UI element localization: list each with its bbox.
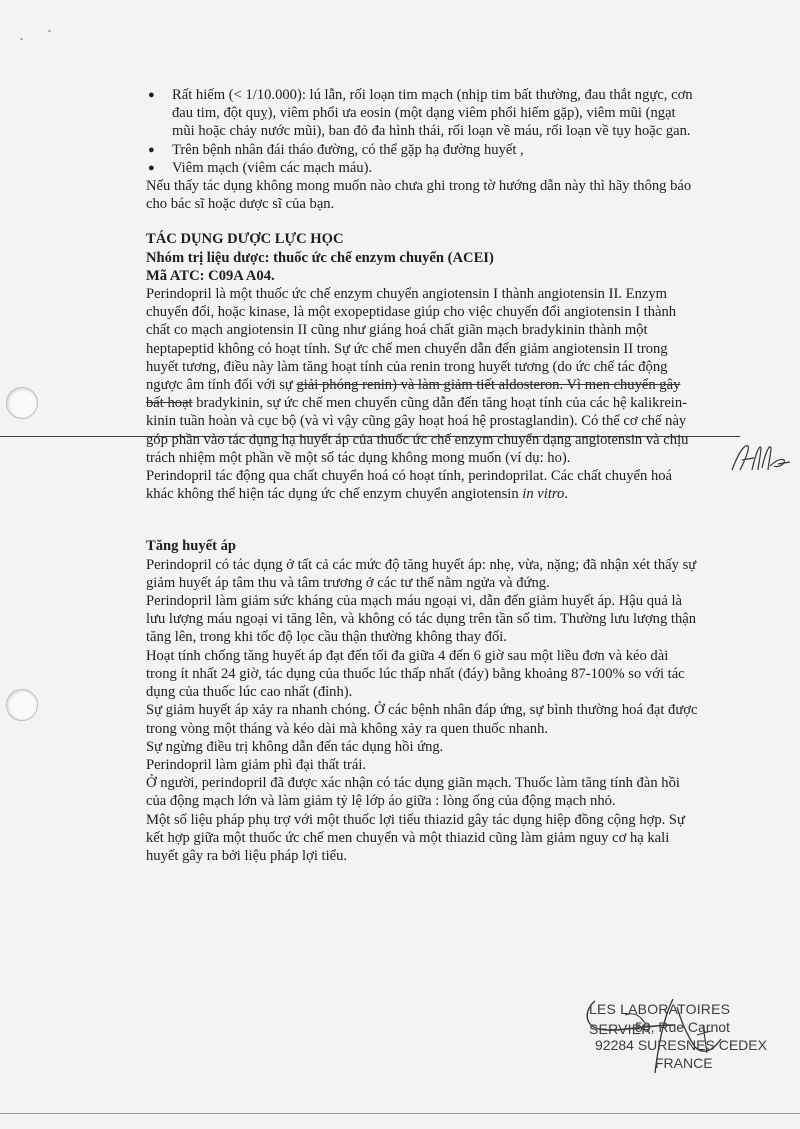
bottom-rule-line [0,1113,800,1114]
stamp-line: LES LABORATOIRES SERVIER [589,1001,731,1037]
paragraph: Perindopril tác động qua chất chuyển hoá có hoạt tính, perindoprilat. Các chất chuyển hoá khác không thể hiện tác dụng ức chế enzym chuyển angiotensin in vitro. [146,468,673,503]
bullet-icon: ● [148,89,155,101]
signature-mark [728,440,792,476]
punch-hole [6,689,38,721]
struck-text: giải phóng renin) và làm giảm tiết aldosteron. Vì men chuyển gây bất hoạt [146,377,681,412]
paragraph: Perindopril làm giảm phì đại thất trái. [146,756,367,773]
paragraph: Perindopril có tác dụng ở tất cả các mức độ tăng huyết áp: nhẹ, vừa, nặng; đã nhận xét thấy sự giảm huyết áp tâm thu và tâm trương ở các tư thế nằm ngửa và đứng. [146,556,697,591]
paragraph: Ở người, perindopril đã được xác nhận có tác dụng giãn mạch. Thuốc làm tăng tính đàn hồi của động mạch lớn và làm giảm tỷ lệ lớp áo giữa : lòng ống của động mạch nhỏ. [146,775,680,810]
paragraph: Nếu thấy tác dụng không mong muốn nào chưa ghi trong tờ hướng dẫn này thì hãy thông báo cho bác sĩ hoặc dược sĩ của bạn. [146,178,692,213]
scan-speck [48,30,51,32]
stamp-line: 92284 SURESNES CEDEX [595,1037,767,1053]
stamp-line: FRANCE [655,1055,713,1071]
bullet-icon: ● [148,143,155,156]
stamp-line: 50, Rue Carnot [635,1019,730,1035]
section-title: TÁC DỤNG DƯỢC LỰC HỌC [146,231,344,248]
atc-code: Mã ATC: C09A A04. [146,267,275,284]
side-effects-list [146,86,698,177]
punch-hole [6,387,38,419]
drug-group: Nhóm trị liệu dược: thuốc ức chế enzym chuyển (ACEI) [146,249,494,266]
bullet-icon: ● [148,161,155,174]
list-item: ● Viêm mạch (viêm các mạch máu). [148,159,373,176]
subsection-title: Tăng huyết áp [146,538,237,555]
list-item: ● Rất hiếm (< 1/10.000): lú lẫn, rối loạn tim mạch (nhịp tim bất thường, đau thắt ngực, cơn đau tim, đột quỵ), viêm phổi ưa eosin (một dạng viêm phổi hiếm gặp), viêm mũi (ngạt mũi hoặc chảy nước mũi), ban đỏ đa hình thái, rối loạn về máu, rối loạn về tụy hoặc gan. [148,87,693,140]
paragraph: Sự ngừng điều trị không dẫn đến tác dụng hồi ứng. [146,738,444,755]
paragraph: Perindopril là một thuốc ức chế enzym chuyển angiotensin I thành angiotensin II. Enzym chuyển đổi, hoặc kinase, là một exopeptidase giúp cho việc chuyển đổi angiotensin I thành chất co mạch angiotensin II cũng như giáng hoá chất giãn mạch bradykinin thành một heptapeptid không có hoạt tính. Sự ức chế men chuyển dẫn đến giảm angiotensin II trong huyết tương, điều này làm tăng hoạt tính của renin trong huyết tương (do ức chế tác động ngược âm tính đối với sự giải phóng renin) và làm giảm tiết aldosteron. Vì men chuyển gây bất hoạt bradykinin, sự ức chế men chuyển cũng dẫn đến tăng hoạt tính của các hệ kalikrein-kinin tuần hoàn và cục bộ (và vì vậy cũng gây hoạt hoá hệ prostaglandin). Có thể cơ chế này góp phần vào tác dụng hạ huyết áp của thuốc ức chế enzym chuyển dạng angiotensin và chịu trách nhiệm một phần về một số tác dụng không mong muốn (ví dụ: ho). [146,286,689,466]
paragraph: Sự giảm huyết áp xảy ra nhanh chóng. Ở các bệnh nhân đáp ứng, sự bình thường hoá đạt được trong vòng một tháng và kéo dài mà không xảy ra quen thuốc nhanh. [146,702,698,737]
list-item: ● Trên bệnh nhân đái tháo đường, có thể gặp hạ đường huyết , [148,141,524,158]
document-body [146,86,698,865]
company-stamp [585,995,785,1080]
paragraph: Perindopril làm giảm sức kháng của mạch máu ngoại vi, dẫn đến giảm huyết áp. Hậu quả là lưu lượng máu ngoại vi tăng lên, và không có tác dụng trên tần số tim. Thường lưu lượng thận tăng lên, trong khi tốc độ lọc cầu thận thường không thay đổi. [146,593,697,646]
paragraph: Hoạt tính chống tăng huyết áp đạt đến tối đa giữa 4 đến 6 giờ sau một liều đơn và kéo dài trong ít nhất 24 giờ, tác dụng của thuốc lúc thấp nhất (đáy) bằng khoảng 87-100% so với tác dụng của thuốc lúc cao nhất (đỉnh). [146,647,685,701]
paragraph: Một số liệu pháp phụ trợ với một thuốc lợi tiểu thiazid gây tác dụng hiệp đồng cộng hợp. Sự kết hợp giữa một thuốc ức chế men chuyển và một thiazid cũng làm giảm nguy cơ hạ kali huyết gây ra bởi liệu pháp lợi tiểu. [146,811,685,864]
scan-speck [20,38,23,40]
